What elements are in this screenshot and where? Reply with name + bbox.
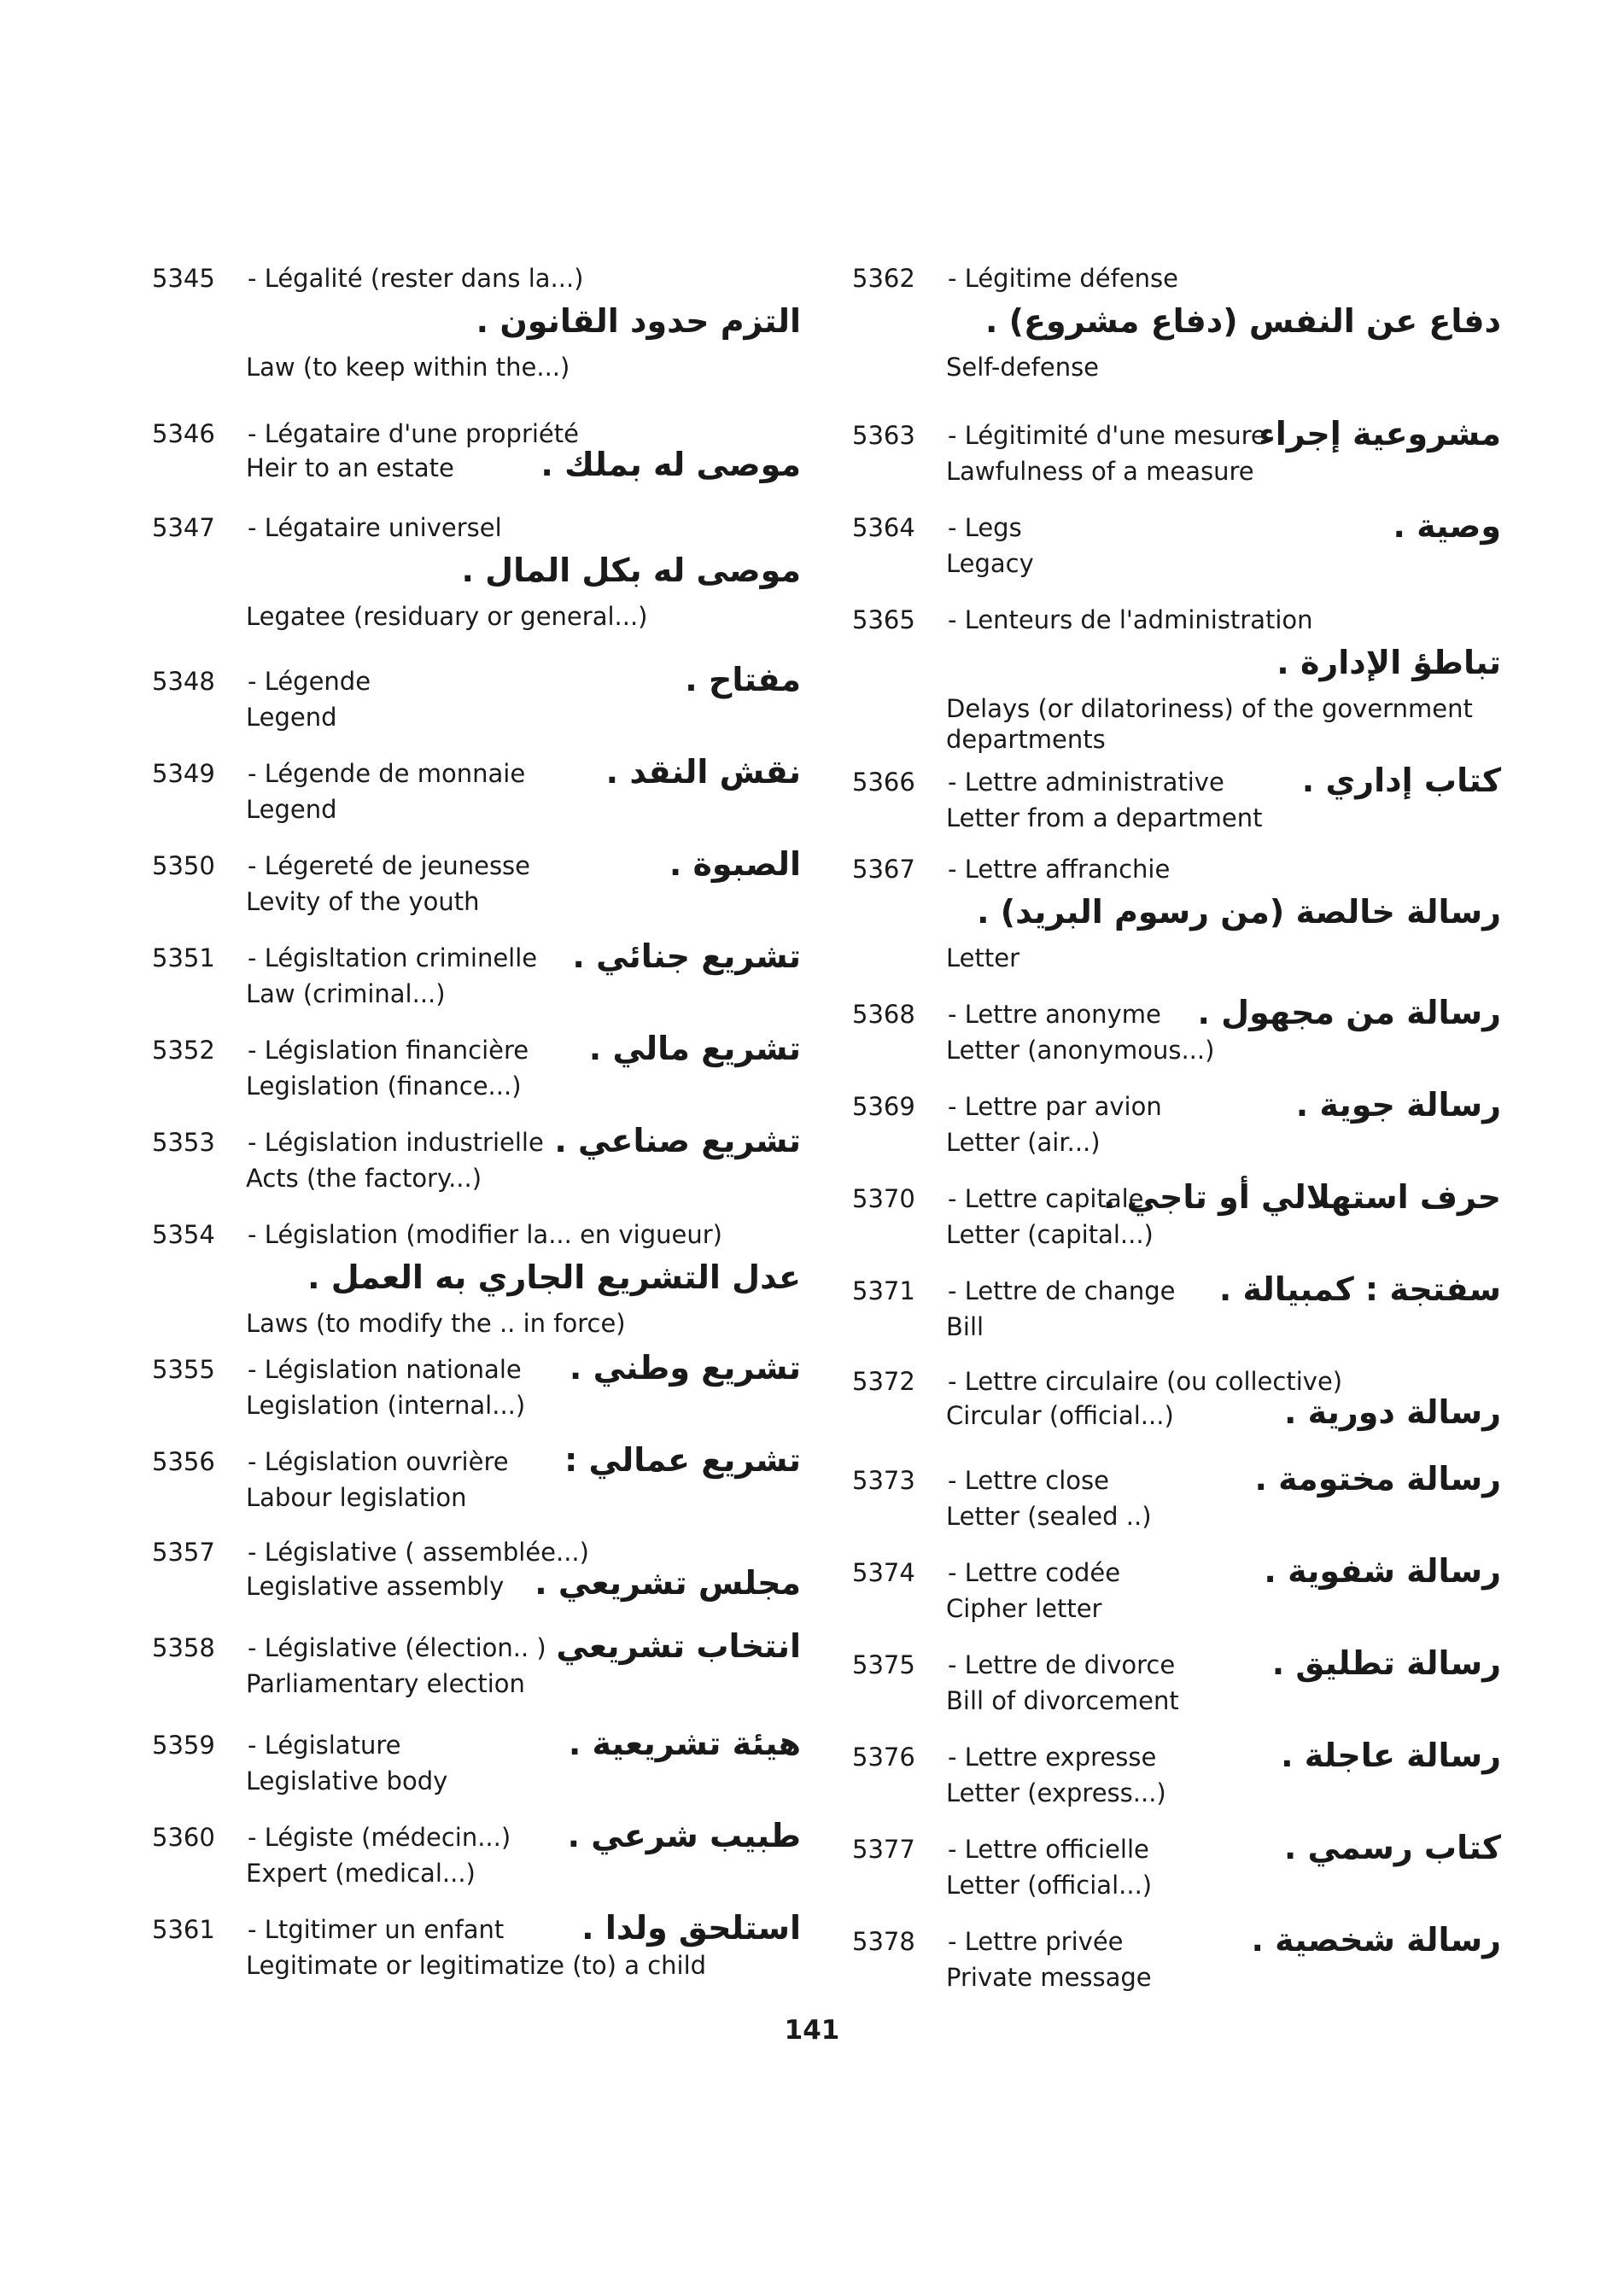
- entry-dash: -: [248, 851, 265, 880]
- entry-french-line: [852, 512, 1022, 543]
- entry-french-line: [852, 999, 1161, 1030]
- entry-french-line: [852, 1276, 1175, 1306]
- entry-english: Bill: [946, 1312, 984, 1341]
- entry-number: 5362: [852, 264, 915, 293]
- entry-french-line: [152, 758, 525, 789]
- entry-french: Législative (élection.. ): [264, 1633, 546, 1662]
- entry-french-line: [152, 1632, 546, 1663]
- entry-english: Legislative body: [246, 1766, 448, 1795]
- entry-number: 5347: [152, 513, 215, 542]
- entry-french: Lettre par avion: [964, 1092, 1162, 1121]
- entry-english: Acts (the factory...): [246, 1164, 482, 1193]
- entry-french: Légitime défense: [964, 264, 1179, 293]
- entry-dash: -: [948, 1276, 965, 1305]
- entry-number: 5365: [852, 605, 915, 634]
- entry-english: Law (to keep within the...): [246, 353, 570, 382]
- entry-dash: -: [948, 421, 965, 450]
- entry-french-line: [852, 1091, 1162, 1122]
- entry-english: Letter: [946, 943, 1019, 972]
- entry-english: Letter (official...): [946, 1871, 1153, 1900]
- entry-french: Légataire d'une propriété: [264, 419, 579, 448]
- entry-french-line: [852, 1742, 1156, 1772]
- entry-english: Legislative assembly: [246, 1572, 505, 1601]
- entry-arabic: موصى له بكل المال .: [461, 552, 801, 589]
- entry-french: Législature: [264, 1731, 401, 1760]
- entry-french: Légende de monnaie: [264, 759, 526, 788]
- entry-english: Law (criminal...): [246, 979, 446, 1008]
- entry-english: Letter (express...): [946, 1778, 1166, 1807]
- entry-arabic: رسالة شخصية .: [1251, 1921, 1501, 1959]
- entry-english: Laws (to modify the .. in force): [246, 1309, 626, 1338]
- entry-dash: -: [248, 1355, 265, 1384]
- entry-french: Légereté de jeunesse: [264, 851, 531, 880]
- entry-arabic: طبيب شرعي .: [567, 1817, 801, 1854]
- entry-number: 5355: [152, 1355, 215, 1384]
- entry-dash: -: [948, 1092, 965, 1121]
- entry-arabic: مجلس تشريعي .: [535, 1564, 801, 1602]
- entry-arabic: التزم حدود القانون .: [476, 302, 801, 340]
- entry-dash: -: [948, 513, 965, 542]
- entry-french-line: [852, 767, 1224, 797]
- entry-french: Légende: [264, 667, 371, 696]
- entry-dash: -: [948, 1000, 965, 1029]
- entry-number: 5350: [152, 851, 215, 880]
- entry-number: 5375: [852, 1650, 915, 1679]
- entry-number: 5368: [852, 1000, 915, 1029]
- entry-dash: -: [248, 1220, 265, 1249]
- entry-french-line: [152, 943, 537, 973]
- entry-arabic: رسالة عاجلة .: [1281, 1737, 1501, 1774]
- entry-french-line: [152, 263, 584, 294]
- entry-arabic: رسالة من مجهول .: [1197, 994, 1501, 1031]
- entry-dash: -: [248, 1633, 265, 1662]
- entry-english: Heir to an estate: [246, 453, 454, 482]
- entry-number: 5354: [152, 1220, 215, 1249]
- entry-number: 5366: [852, 768, 915, 797]
- entry-english: Legacy: [946, 549, 1034, 578]
- entry-arabic: نقش النقد .: [605, 753, 801, 791]
- entry-french: Légataire universel: [264, 513, 502, 542]
- entry-arabic: رسالة دورية .: [1283, 1393, 1501, 1431]
- entry-french-line: [152, 1730, 400, 1760]
- entry-number: 5374: [852, 1558, 915, 1587]
- entry-arabic: رسالة جوية .: [1295, 1086, 1501, 1124]
- entry-arabic: وصية .: [1393, 507, 1501, 545]
- entry-french-line: [852, 1557, 1120, 1588]
- entry-english: Expert (medical...): [246, 1859, 476, 1888]
- entry-arabic: رسالة تطليق .: [1271, 1644, 1501, 1682]
- entry-dash: -: [948, 1184, 965, 1213]
- entry-number: 5358: [152, 1633, 215, 1662]
- entry-french: Lettre anonyme: [964, 1000, 1161, 1029]
- entry-number: 5348: [152, 667, 215, 696]
- entry-number: 5353: [152, 1128, 215, 1157]
- entry-arabic: مفتاح .: [685, 661, 801, 698]
- entry-french-line: [152, 850, 530, 881]
- entry-arabic: تباطؤ الإدارة .: [1276, 644, 1501, 681]
- entry-number: 5349: [152, 759, 215, 788]
- entry-dash: -: [948, 1558, 965, 1587]
- entry-french: Législation ouvrière: [264, 1447, 509, 1476]
- entry-number: 5373: [852, 1466, 915, 1495]
- entry-dash: -: [948, 768, 965, 797]
- entry-english: Delays (or dilatoriness) of the government departments: [946, 694, 1473, 754]
- entry-arabic: حرف استهلالي أو تاجي .: [1102, 1178, 1501, 1216]
- entry-number: 5378: [852, 1927, 915, 1956]
- entry-french: Lettre de divorce: [964, 1650, 1176, 1679]
- entry-french-line: [152, 1914, 504, 1945]
- entry-dash: -: [248, 1128, 265, 1157]
- entry-french-line: [152, 1354, 522, 1385]
- entry-number: 5360: [152, 1823, 215, 1852]
- entry-french: Lettre close: [964, 1466, 1109, 1495]
- entry-french-line: [852, 1926, 1124, 1957]
- entry-french-line: [852, 1366, 1342, 1397]
- entry-french: Législation financière: [264, 1036, 529, 1065]
- entry-french: Législation (modifier la... en vigueur): [264, 1220, 722, 1249]
- entry-french: Lettre privée: [964, 1927, 1124, 1956]
- entry-french: Lettre de change: [964, 1276, 1176, 1305]
- entry-dash: -: [248, 1915, 265, 1944]
- entry-french: Lettre officielle: [964, 1835, 1149, 1864]
- entry-arabic: كتاب رسمي .: [1283, 1829, 1501, 1866]
- entry-french-line: [152, 1446, 509, 1477]
- entry-arabic: الصبوة .: [669, 845, 801, 883]
- entry-dash: -: [948, 1466, 965, 1495]
- entry-arabic: تشريع صناعي .: [554, 1122, 801, 1159]
- entry-french: Légalité (rester dans la...): [264, 264, 584, 293]
- entry-dash: -: [948, 264, 965, 293]
- entry-dash: -: [248, 759, 265, 788]
- entry-english: Cipher letter: [946, 1594, 1102, 1623]
- entry-english: Legend: [246, 703, 337, 732]
- entry-number: 5371: [852, 1276, 915, 1305]
- entry-arabic: سفتجة : كمبيالة .: [1218, 1270, 1501, 1308]
- entry-french: Légiste (médecin...): [264, 1823, 511, 1852]
- entry-english: Legislation (internal...): [246, 1391, 526, 1420]
- entry-number: 5377: [852, 1835, 915, 1864]
- entry-number: 5357: [152, 1538, 215, 1567]
- entry-english: Circular (official...): [946, 1401, 1174, 1430]
- entry-arabic: تشريع وطني .: [569, 1349, 801, 1387]
- entry-french-line: [152, 1035, 529, 1066]
- entry-arabic: مشروعية إجراء: [1259, 415, 1501, 453]
- entry-french-line: [852, 263, 1178, 294]
- entry-number: 5351: [152, 943, 215, 972]
- entry-dash: -: [248, 1731, 265, 1760]
- entry-number: 5363: [852, 421, 915, 450]
- entry-arabic: كتاب إداري .: [1301, 762, 1501, 799]
- entry-french: Lettre capitale: [964, 1184, 1144, 1213]
- entry-french: Lettre codée: [964, 1558, 1121, 1587]
- entry-english: Letter (anonymous...): [946, 1036, 1215, 1065]
- entry-dash: -: [948, 1743, 965, 1772]
- entry-french-line: [852, 1649, 1175, 1680]
- entry-arabic: انتخاب تشريعي: [556, 1627, 801, 1665]
- entry-arabic: تشريع جنائي .: [572, 937, 801, 975]
- entry-dash: -: [248, 667, 265, 696]
- entry-arabic: استلحق ولدا .: [581, 1909, 801, 1947]
- entry-french: Législtation criminelle: [264, 943, 538, 972]
- entry-english: Letter (capital...): [946, 1220, 1154, 1249]
- entry-french-line: [852, 420, 1266, 451]
- entry-dash: -: [248, 1823, 265, 1852]
- entry-english: Letter (air...): [946, 1128, 1101, 1157]
- entry-arabic: رسالة خالصة (من رسوم البريد) .: [977, 893, 1501, 931]
- entry-number: 5359: [152, 1731, 215, 1760]
- entry-english: Legitimate or legitimatize (to) a child: [246, 1951, 707, 1980]
- entry-french-line: [152, 666, 371, 697]
- entry-dash: -: [948, 855, 965, 884]
- entry-french: Légitimité d'une mesure: [964, 421, 1266, 450]
- entry-english: Self-defense: [946, 353, 1100, 382]
- entry-english: Parliamentary election: [246, 1669, 525, 1698]
- entry-french-line: [852, 854, 1170, 885]
- entry-number: 5367: [852, 855, 915, 884]
- entry-dash: -: [248, 513, 265, 542]
- entry-french-line: [152, 1219, 722, 1250]
- entry-number: 5376: [852, 1743, 915, 1772]
- entry-french: Lettre expresse: [964, 1743, 1157, 1772]
- entry-arabic: تشريع عمالي :: [564, 1441, 801, 1479]
- entry-french: Legs: [964, 513, 1022, 542]
- entry-dash: -: [248, 943, 265, 972]
- entry-french: Législation industrielle: [264, 1128, 544, 1157]
- entry-english: Letter (sealed ..): [946, 1502, 1152, 1531]
- entry-dash: -: [948, 1927, 965, 1956]
- entry-french: Lettre circulaire (ou collective): [964, 1367, 1343, 1396]
- entry-dash: -: [948, 1835, 965, 1864]
- page-number: 141: [784, 2015, 840, 2046]
- entry-english: Legatee (residuary or general...): [246, 602, 648, 631]
- entry-number: 5346: [152, 419, 215, 448]
- entry-number: 5356: [152, 1447, 215, 1476]
- entry-french: Lettre administrative: [964, 768, 1224, 797]
- entry-dash: -: [248, 1538, 265, 1567]
- entry-number: 5361: [152, 1915, 215, 1944]
- entry-dash: -: [248, 1447, 265, 1476]
- entry-number: 5352: [152, 1036, 215, 1065]
- entry-english: Levity of the youth: [246, 887, 480, 916]
- entry-dash: -: [948, 605, 965, 634]
- entry-french-line: [852, 604, 1313, 635]
- entry-arabic: رسالة شفوية .: [1264, 1552, 1501, 1590]
- entry-english: Letter from a department: [946, 803, 1263, 832]
- entry-french-line: [152, 1127, 544, 1158]
- entry-number: 5345: [152, 264, 215, 293]
- entry-english: Private message: [946, 1963, 1152, 1992]
- entry-number: 5369: [852, 1092, 915, 1121]
- entry-french-line: [852, 1183, 1143, 1214]
- entry-arabic: تشريع مالي .: [588, 1030, 801, 1067]
- entry-english: Bill of divorcement: [946, 1686, 1179, 1715]
- entry-french: Lenteurs de l'administration: [964, 605, 1313, 634]
- entry-french-line: [852, 1834, 1149, 1865]
- entry-french-line: [152, 512, 502, 543]
- entry-english: Labour legislation: [246, 1483, 467, 1512]
- entry-number: 5370: [852, 1184, 915, 1213]
- entry-french-line: [152, 1537, 589, 1568]
- entry-arabic: موصى له بملك .: [540, 446, 801, 483]
- entry-french: Législation nationale: [264, 1355, 522, 1384]
- entry-dash: -: [948, 1650, 965, 1679]
- entry-arabic: عدل التشريع الجاري به العمل .: [307, 1258, 801, 1296]
- entry-english: Legend: [246, 795, 337, 824]
- entry-english: Lawfulness of a measure: [946, 457, 1254, 486]
- entry-arabic: رسالة مختومة .: [1254, 1460, 1501, 1498]
- entry-french-line: [852, 1465, 1109, 1496]
- entry-dash: -: [248, 1036, 265, 1065]
- entry-dash: -: [948, 1367, 965, 1396]
- entry-arabic: دفاع عن النفس (دفاع مشروع) .: [985, 302, 1501, 340]
- entry-arabic: هيئة تشريعية .: [568, 1725, 801, 1762]
- entry-french-line: [152, 1822, 511, 1853]
- entry-french-line: [152, 418, 579, 449]
- entry-dash: -: [248, 264, 265, 293]
- entry-number: 5372: [852, 1367, 915, 1396]
- entry-english: Legislation (finance...): [246, 1071, 522, 1101]
- entry-number: 5364: [852, 513, 915, 542]
- entry-french: Lettre affranchie: [964, 855, 1171, 884]
- entry-french: Législative ( assemblée...): [264, 1538, 589, 1567]
- entry-french: Ltgitimer un enfant: [264, 1915, 505, 1944]
- entry-dash: -: [248, 419, 265, 448]
